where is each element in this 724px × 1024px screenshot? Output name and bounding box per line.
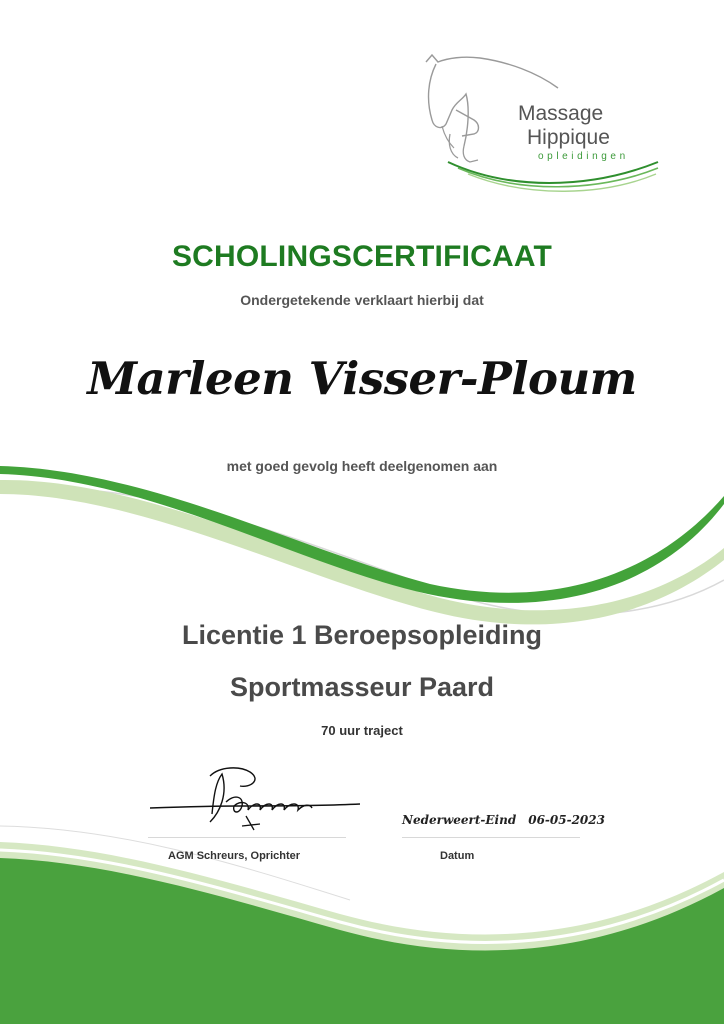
signature [150, 764, 365, 842]
declaration-text: Ondergetekende verklaart hierbij dat [240, 292, 484, 308]
signer-name: AGM Schreurs, Oprichter [168, 850, 301, 862]
logo-opleidingen: opleidingen [538, 151, 629, 162]
certificate-title: SCHOLINGSCERTIFICAAT [171, 240, 553, 273]
date-label: Datum [440, 850, 475, 862]
participation-text: met goed gevolg heeft deelgenomen aan [226, 458, 498, 474]
date-text: 06-05-2023 [528, 813, 605, 827]
recipient-name: Marleen Visser-Ploum [87, 352, 637, 405]
course-title-line2: Sportmasseur Paard [229, 672, 495, 702]
place-date [402, 813, 617, 827]
signature-line [148, 837, 346, 838]
logo-massage: Massage [518, 102, 604, 125]
date-line [402, 837, 580, 838]
logo-text [518, 102, 678, 162]
course-title-line1: Licentie 1 Beroepsopleiding [181, 620, 543, 650]
course-hours: 70 uur traject [321, 723, 403, 738]
place-text: Nederweert-Eind [402, 813, 517, 827]
logo-hippique: Hippique [527, 126, 610, 149]
